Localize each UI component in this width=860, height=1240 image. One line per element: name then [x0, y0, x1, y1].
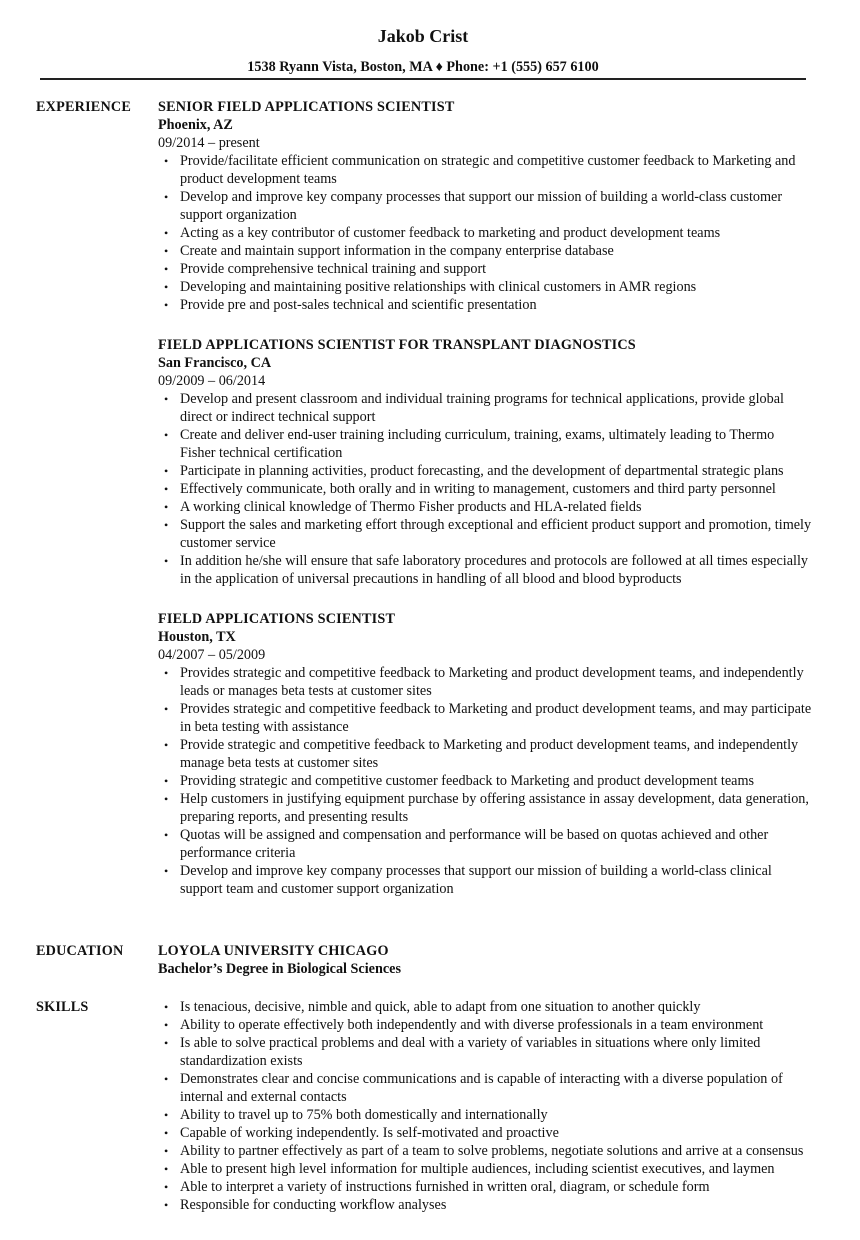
- job-bullet: • Effectively communicate, both orally and in writing to management, customers and third party personnel: [158, 480, 812, 498]
- job-bullet: • In addition he/she will ensure that safe laboratory procedures and protocols are followed at all times especially in the application of universal precautions in handling of all blood and blood byproducts: [158, 552, 812, 588]
- job-entry: [158, 336, 818, 588]
- job-title: SENIOR FIELD APPLICATIONS SCIENTIST: [158, 99, 455, 115]
- experience-section-label: EXPERIENCE: [36, 99, 132, 115]
- job-bullet: • Provide pre and post-sales technical and scientific presentation: [158, 296, 812, 314]
- skill-item: • Demonstrates clear and concise communications and is capable of interacting with a diverse population of internal and external contacts: [158, 1070, 812, 1106]
- job-bullet: • Providing strategic and competitive customer feedback to Marketing and product development teams: [158, 772, 812, 790]
- experience-section: [158, 98, 818, 898]
- skill-item: • Ability to operate effectively both independently and with diverse professionals in a team environment: [158, 1016, 812, 1034]
- skill-item: • Ability to travel up to 75% both domestically and internationally: [158, 1106, 812, 1124]
- job-dates: 09/2014 – present: [158, 135, 260, 151]
- job-bullet: • Provide strategic and competitive feedback to Marketing and product development teams, and independently manage beta tests at customer sites: [158, 736, 812, 772]
- job-bullet: • Developing and maintaining positive relationships with clinical customers in AMR regions: [158, 278, 812, 296]
- job-location: San Francisco, CA: [158, 355, 272, 371]
- skill-item: • Responsible for conducting workflow analyses: [158, 1196, 812, 1214]
- job-title: FIELD APPLICATIONS SCIENTIST: [158, 611, 396, 627]
- job-bullet: • Provide comprehensive technical training and support: [158, 260, 812, 278]
- job-bullets: [158, 152, 818, 314]
- skills-section: [158, 998, 818, 1214]
- job-bullet: • Create and maintain support information in the company enterprise database: [158, 242, 812, 260]
- job-bullet: • Support the sales and marketing effort through exceptional and efficient product support and promotion, timely customer service: [158, 516, 812, 552]
- job-bullet: • Help customers in justifying equipment purchase by offering assistance in assay development, data generation, preparing reports, and presenting results: [158, 790, 812, 826]
- contact-line: 1538 Ryann Vista, Boston, MA ♦ Phone: +1 (555) 657 6100: [247, 59, 599, 75]
- skills-section-label: SKILLS: [36, 999, 89, 1015]
- job-bullet: • Acting as a key contributor of customer feedback to marketing and product development teams: [158, 224, 812, 242]
- skill-item: • Capable of working independently. Is self-motivated and proactive: [158, 1124, 812, 1142]
- job-title: FIELD APPLICATIONS SCIENTIST FOR TRANSPLANT DIAGNOSTICS: [158, 337, 636, 353]
- header-divider: [40, 78, 806, 80]
- skill-item: • Is able to solve practical problems and deal with a variety of variables in situations where only limited standardization exists: [158, 1034, 812, 1070]
- job-bullet: • Create and deliver end-user training including curriculum, training, exams, ultimately leading to Thermo Fisher technical certification: [158, 426, 812, 462]
- job-bullet: • Develop and improve key company processes that support our mission of building a world-class clinical support team and customer support organization: [158, 862, 812, 898]
- job-location: Houston, TX: [158, 629, 236, 645]
- job-bullet: • Provides strategic and competitive feedback to Marketing and product development teams, and may participate in beta testing with assistance: [158, 700, 812, 736]
- job-bullet: • A working clinical knowledge of Thermo Fisher products and HLA-related fields: [158, 498, 812, 516]
- skills-list: [158, 998, 818, 1214]
- job-bullet: • Provide/facilitate efficient communication on strategic and competitive customer feedback to Marketing and product development teams: [158, 152, 812, 188]
- job-bullet: • Develop and improve key company processes that support our mission of building a world-class customer support organization: [158, 188, 812, 224]
- job-dates: 04/2007 – 05/2009: [158, 647, 266, 663]
- job-entry: [158, 610, 818, 898]
- candidate-name: Jakob Crist: [377, 26, 469, 46]
- resume-header: [40, 24, 806, 76]
- job-entry: [158, 98, 818, 314]
- job-location: Phoenix, AZ: [158, 117, 233, 133]
- skill-item: • Able to interpret a variety of instructions furnished in written oral, diagram, or schedule form: [158, 1178, 812, 1196]
- education-degree: Bachelor’s Degree in Biological Sciences: [158, 961, 401, 977]
- skill-item: • Is tenacious, decisive, nimble and quick, able to adapt from one situation to another quickly: [158, 998, 812, 1016]
- job-bullet: • Provides strategic and competitive feedback to Marketing and product development teams, and independently leads or manages beta tests at customer sites: [158, 664, 812, 700]
- job-bullet: • Develop and present classroom and individual training programs for technical applications, provide global direct or indirect technical support: [158, 390, 812, 426]
- job-bullets: [158, 390, 818, 588]
- job-bullets: [158, 664, 818, 898]
- education-school: LOYOLA UNIVERSITY CHICAGO: [158, 943, 389, 959]
- job-bullet: • Participate in planning activities, product forecasting, and the development of departmental strategic plans: [158, 462, 812, 480]
- education-section-label: EDUCATION: [36, 943, 124, 959]
- job-dates: 09/2009 – 06/2014: [158, 373, 266, 389]
- job-bullet: • Quotas will be assigned and compensation and performance will be based on quotas achieved and other performance criteria: [158, 826, 812, 862]
- skill-item: • Ability to partner effectively as part of a team to solve problems, negotiate solutions and arrive at a consensus: [158, 1142, 812, 1160]
- skill-item: • Able to present high level information for multiple audiences, including scientist executives, and laymen: [158, 1160, 812, 1178]
- education-section: [158, 942, 818, 978]
